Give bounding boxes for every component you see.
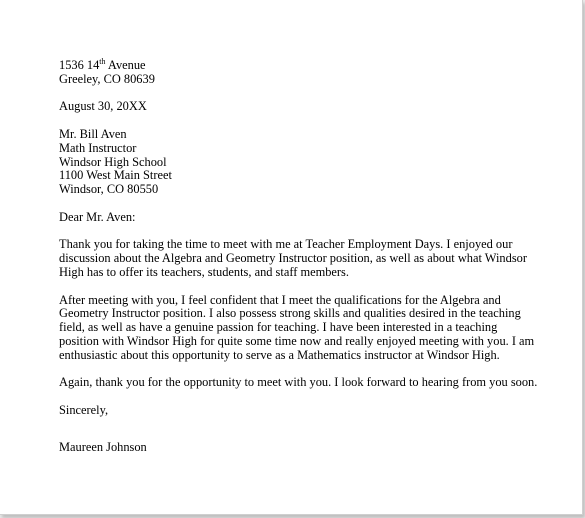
ordinal-suffix: th [99, 56, 106, 66]
text-line: enthusiastic about this opportunity to serve as a Mathematics instructor at Windsor High. [59, 347, 500, 362]
text-line: discussion about the Algebra and Geometry Instructor position, as well as about what Windsor [59, 251, 527, 266]
text-line: Geometry Instructor position. I also possess strong skills and qualities desired in the teaching [59, 306, 521, 321]
text-line: field, as well as have a genuine passion for teaching. I have been interested in a teaching [59, 320, 498, 335]
sender-address [59, 56, 539, 87]
letter-date: August 30, 20XX [59, 99, 147, 114]
recipient-street: 1100 West Main Street [59, 168, 172, 183]
recipient-address [59, 128, 539, 197]
sender-street: 1536 14th Avenue [59, 56, 146, 72]
recipient-city-line: Windsor, CO 80550 [59, 182, 159, 197]
text-line: Thank you for taking the time to meet with me at Teacher Employment Days. I enjoyed our [59, 237, 513, 252]
letter-body [59, 56, 539, 455]
text-line: High has to offer its teachers, students, and staff members. [59, 264, 349, 279]
recipient-name: Mr. Bill Aven [59, 126, 127, 141]
text-line: Again, thank you for the opportunity to meet with you. I look forward to hearing from you soon. [59, 375, 538, 390]
text-line: After meeting with you, I feel confident that I meet the qualifications for the Algebra and [59, 292, 501, 307]
signature-name: Maureen Johnson [59, 439, 147, 454]
recipient-title: Math Instructor [59, 140, 137, 155]
paragraph-3 [59, 376, 539, 390]
text-line: position with Windsor High for quite some time now and really enjoyed meeting with you. I am [59, 333, 535, 348]
paragraph-1 [59, 238, 539, 279]
recipient-school: Windsor High School [59, 154, 167, 169]
salutation: Dear Mr. Aven: [59, 209, 136, 224]
sender-city-line: Greeley, CO 80639 [59, 71, 155, 86]
closing: Sincerely, [59, 402, 109, 417]
paragraph-2 [59, 294, 539, 363]
